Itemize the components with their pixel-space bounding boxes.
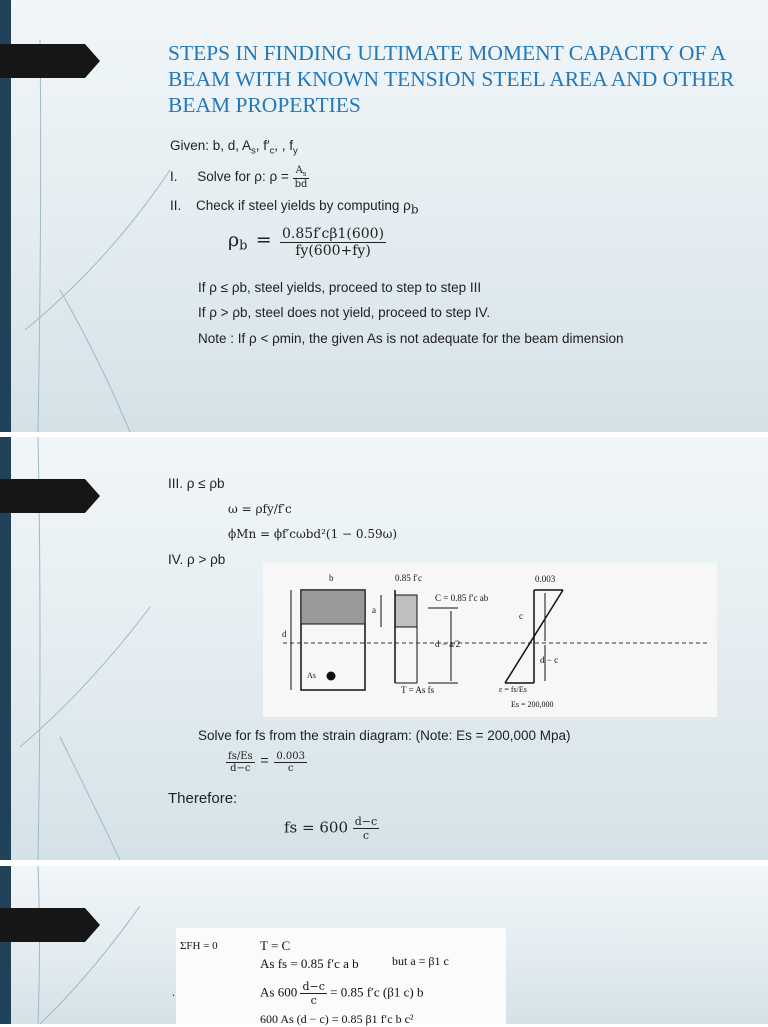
page-title: STEPS IN FINDING ULTIMATE MOMENT CAPACITY OF A BEAM WITH KNOWN TENSION STEEL AREA AND OTHER BEAM PROPERTIES (168, 41, 735, 117)
solve-fs-text: Solve for fs from the strain diagram: (Note: Es = 200,000 Mpa) (198, 728, 571, 743)
step-1: I. Solve for ρ: ρ = $\frac{A_s}{bd}$ (170, 165, 308, 190)
fs-formula: fs = 600 $\frac{d-c}{c}$ (284, 815, 378, 842)
step-2: II. Check if steel yields by computing $\rho_b$ (170, 198, 419, 217)
slide-tab-marker (0, 908, 100, 942)
rho-b-formula: $\rho_b$ = $\frac{0.85f'c\beta 1(600)}{fy(600+fy)}$ (228, 226, 385, 259)
given-line: Given: b, d, $A_s$, $f'_c$, , $f_y$ (170, 138, 298, 157)
omega-formula: ω = ρfy/f′c (228, 502, 292, 516)
step-3: III. ρ ≤ ρb (168, 476, 225, 491)
note-rho-min: Note : If ρ < ρmin, the given As is not adequate for the beam dimension (198, 331, 624, 346)
strain-ratio-formula: $\frac{fs/Es}{d-c}$ = $\frac{0.003}{c}$ (228, 751, 306, 774)
slide-tab-marker (0, 44, 100, 78)
therefore-label: Therefore: (168, 790, 238, 807)
condition-yield: If ρ ≤ ρb, steel yields, proceed to step to step III (198, 280, 482, 295)
moment-formula: ϕMn = ϕf′cωbd²(1 − 0.59ω) (228, 527, 398, 541)
strain-stress-diagram: b 0.85 f′c 0.003 C = 0.85 f′c ab a c d d − a/2 d − c As T = As fs ε = fs/Es Es = 200,000 (263, 563, 717, 717)
slide-1 (0, 0, 768, 432)
step-4: IV. ρ > ρb (168, 552, 226, 567)
condition-no-yield: If ρ > ρb, steel does not yield, proceed to step IV. (198, 305, 491, 320)
handwritten-derivation: ΣFH = 0 T = C As fs = 0.85 f′c a b but a = β1 c As 600 $\frac{d-c}{c}$ = 0.85 f′c (β1 c) b 600 As (d − c) = 0.85 β1 f′c b c² (176, 928, 506, 1024)
bullet-dot: . (172, 985, 175, 999)
slide-tab-marker (0, 479, 100, 513)
